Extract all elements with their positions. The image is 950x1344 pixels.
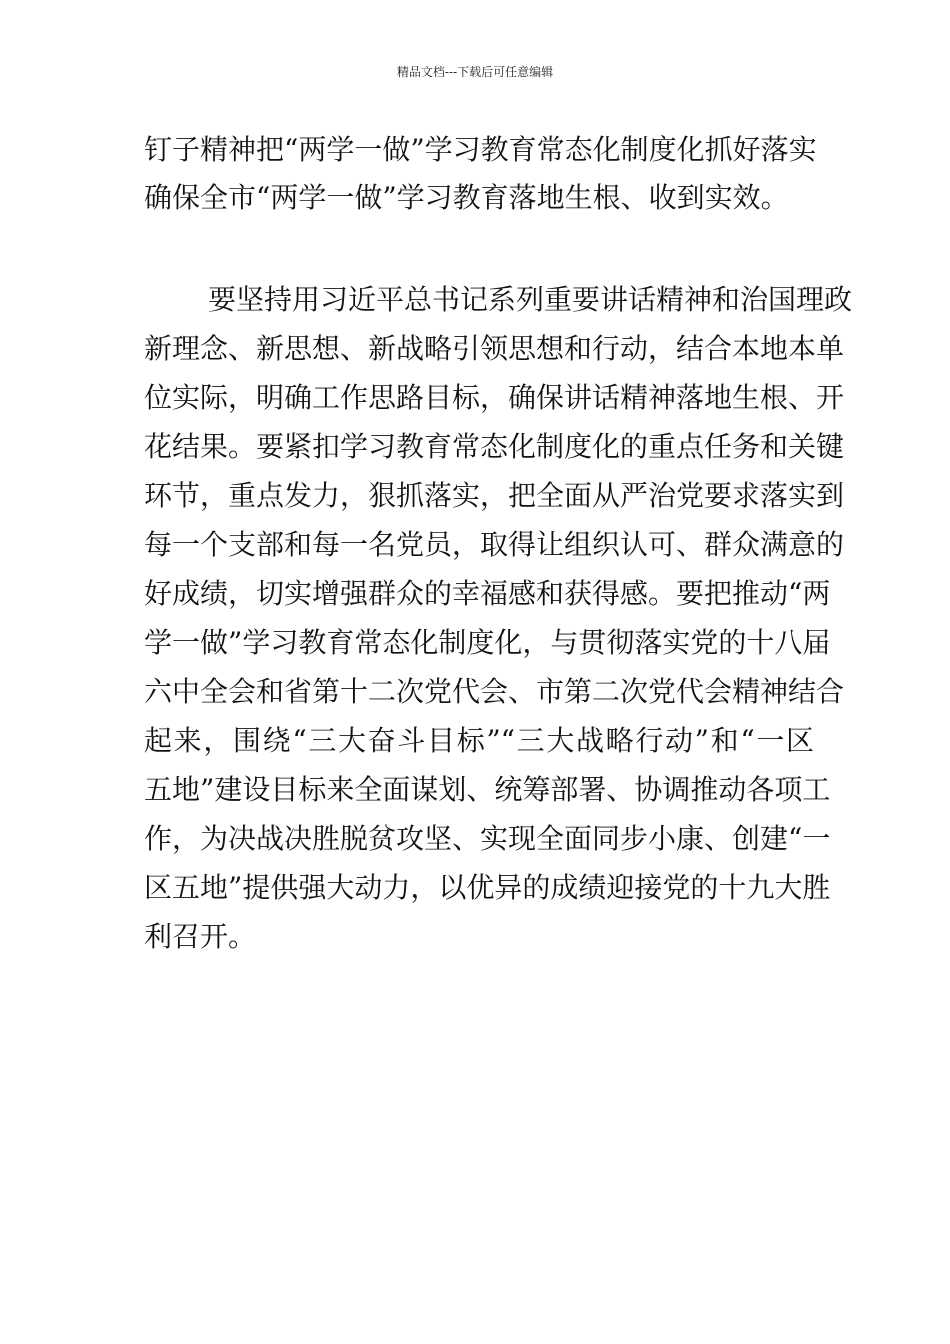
text-line: 每一个支部和每一名党员，取得让组织认可、群众满意的 <box>144 528 845 561</box>
text-line: 要坚持用习近平总书记系列重要讲话精神和治国理政 <box>208 283 853 316</box>
page-header: 精品文档---下载后可任意编辑 <box>396 65 554 79</box>
text-line: 花结果。要紧扣学习教育常态化制度化的重点任务和关键 <box>144 430 845 463</box>
text-line: 钉子精神把“两学一做”学习教育常态化制度化抓好落实 <box>144 133 817 166</box>
text-line: 好成绩，切实增强群众的幸福感和获得感。要把推动“两 <box>144 577 831 610</box>
text-line: 作，为决战决胜脱贫攻坚、实现全面同步小康、创建“一 <box>144 822 831 855</box>
text-line: 利召开。 <box>144 920 257 953</box>
text-line: 六中全会和省第十二次党代会、市第二次党代会精神结合 <box>144 675 845 708</box>
text-line: 环节，重点发力，狠抓落实，把全面从严治党要求落实到 <box>144 479 845 512</box>
text-line: 起来，围绕“三大奋斗目标”“三大战略行动”和“一区 <box>144 724 814 757</box>
text-line: 五地”建设目标来全面谋划、统筹部署、协调推动各项工 <box>144 773 831 806</box>
text-line: 新理念、新思想、新战略引领思想和行动，结合本地本单 <box>144 332 845 365</box>
text-line: 区五地”提供强大动力，以优异的成绩迎接党的十九大胜 <box>144 871 831 904</box>
text-line: 位实际，明确工作思路目标，确保讲话精神落地生根、开 <box>144 381 845 414</box>
text-line: 学一做”学习教育常态化制度化，与贯彻落实党的十八届 <box>144 626 831 659</box>
text-line: 确保全市“两学一做”学习教育落地生根、收到实效。 <box>144 181 789 214</box>
